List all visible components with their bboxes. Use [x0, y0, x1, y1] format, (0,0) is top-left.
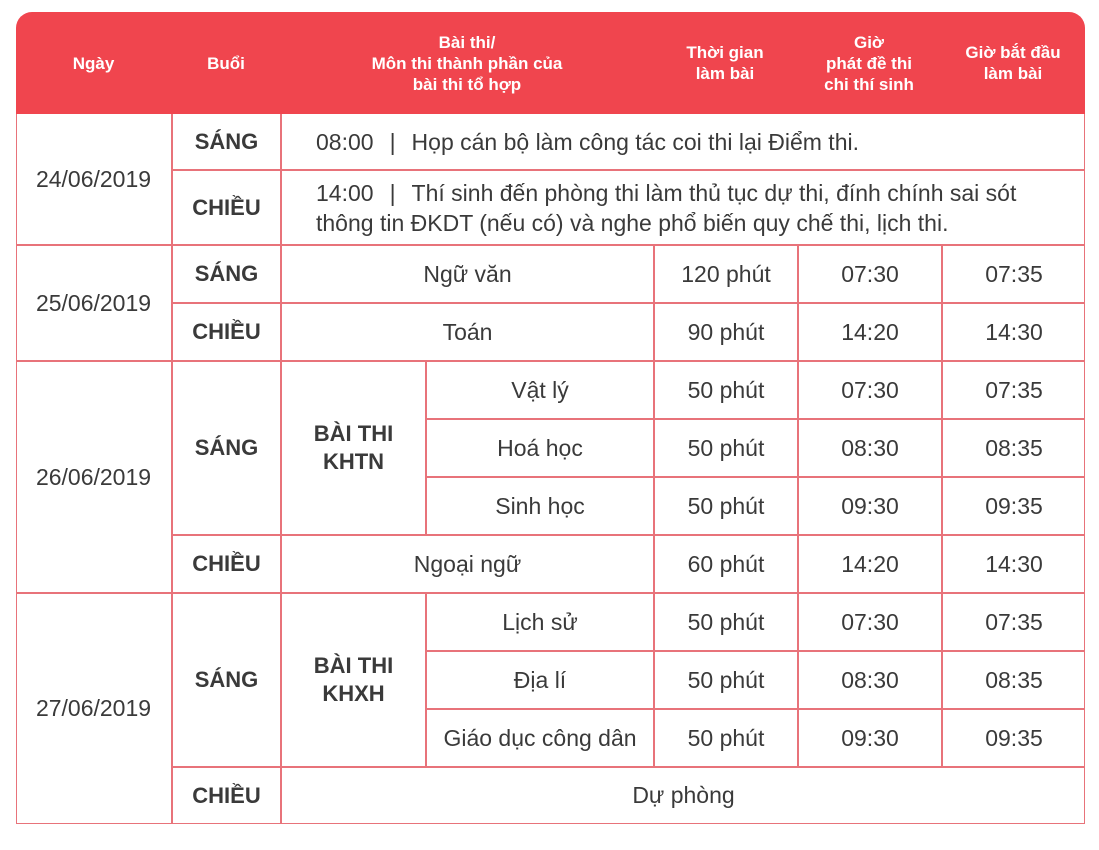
header-duration: Thời gian làm bài	[686, 43, 764, 83]
note-text: thông tin ĐKDT (nếu có) và nghe phổ biến quy chế thi, lịch thi.	[316, 209, 949, 236]
subject-cell: Địa lí	[513, 666, 567, 693]
duration-cell: 120 phút	[681, 260, 771, 287]
start-time-cell: 09:35	[985, 724, 1043, 751]
issue-time-cell: 08:30	[841, 666, 899, 693]
start-time-cell: 14:30	[985, 550, 1043, 577]
note-text: Họp cán bộ làm công tác coi thi lại Điểm thi.	[411, 128, 859, 155]
date-cell: 26/06/2019	[35, 463, 152, 490]
duration-cell: 50 phút	[687, 492, 765, 519]
subject-cell: Vật lý	[511, 376, 569, 403]
date-cell: 25/06/2019	[35, 289, 152, 316]
exam-schedule-table	[16, 12, 1085, 825]
subject-cell: Giáo dục công dân	[443, 724, 637, 751]
group-code: KHXH	[322, 681, 385, 706]
subject-cell: Toán	[442, 318, 493, 345]
session-afternoon: CHIỀU	[192, 319, 261, 344]
session-morning: SÁNG	[194, 128, 259, 154]
note-separator: |	[389, 179, 396, 206]
duration-cell: 50 phút	[687, 376, 765, 403]
table-header	[16, 12, 1085, 114]
start-time-cell: 09:35	[985, 492, 1043, 519]
note-separator: |	[389, 128, 396, 155]
date-cell: 27/06/2019	[35, 695, 152, 721]
note-time: 14:00	[316, 179, 374, 206]
duration-cell: 60 phút	[687, 550, 765, 577]
issue-time-cell: 07:30	[841, 608, 899, 635]
exam-group-khtn	[282, 362, 425, 534]
start-time-cell: 14:30	[985, 318, 1043, 345]
start-time-cell: 07:35	[985, 608, 1043, 635]
date-cell: 24/06/2019	[35, 165, 152, 192]
issue-time-cell: 14:20	[841, 550, 899, 577]
session-afternoon: CHIỀU	[192, 782, 261, 808]
start-time-cell: 07:35	[985, 376, 1043, 403]
duration-cell: 50 phút	[687, 666, 765, 693]
start-time-cell: 08:35	[985, 666, 1043, 693]
duration-cell: 50 phút	[687, 724, 765, 751]
subject-cell: Ngữ văn	[423, 260, 512, 287]
subject-cell: Sinh học	[495, 492, 585, 519]
schedule-note	[316, 171, 1076, 244]
duration-cell: 90 phút	[687, 318, 765, 345]
header-start-time: Giờ bắt đầu làm bài	[965, 43, 1061, 83]
header-issue-time: Giờ phát đề thi chi thí sinh	[824, 32, 914, 94]
subject-cell: Lịch sử	[502, 608, 578, 635]
duration-cell: 50 phút	[687, 434, 765, 461]
exam-group-khxh	[282, 594, 425, 766]
session-afternoon: CHIỀU	[192, 551, 261, 576]
note-text: Thí sinh đến phòng thi làm thủ tục dự thi, đính chính sai sót	[411, 179, 1017, 206]
group-label: BÀI THI	[313, 421, 394, 446]
duration-cell: 50 phút	[687, 608, 765, 635]
issue-time-cell: 09:30	[841, 492, 899, 519]
header-date: Ngày	[72, 53, 115, 73]
session-morning: SÁNG	[194, 435, 259, 460]
schedule-note	[316, 114, 1076, 169]
group-label: BÀI THI	[313, 653, 394, 678]
start-time-cell: 07:35	[985, 260, 1043, 287]
start-time-cell: 08:35	[985, 434, 1043, 461]
reserve-cell: Dự phòng	[632, 782, 735, 808]
issue-time-cell: 07:30	[841, 260, 899, 287]
note-time: 08:00	[316, 128, 374, 155]
session-morning: SÁNG	[194, 667, 259, 692]
session-afternoon: CHIỀU	[192, 194, 261, 220]
header-session: Buổi	[207, 53, 245, 73]
issue-time-cell: 08:30	[841, 434, 899, 461]
group-code: KHTN	[322, 449, 385, 474]
subject-cell: Ngoại ngữ	[413, 550, 522, 577]
header-subject: Bài thi/ Môn thi thành phần của bài thi tổ hợp	[371, 32, 563, 94]
issue-time-cell: 09:30	[841, 724, 899, 751]
issue-time-cell: 07:30	[841, 376, 899, 403]
session-morning: SÁNG	[194, 261, 259, 286]
subject-cell: Hoá học	[497, 434, 583, 461]
issue-time-cell: 14:20	[841, 318, 899, 345]
